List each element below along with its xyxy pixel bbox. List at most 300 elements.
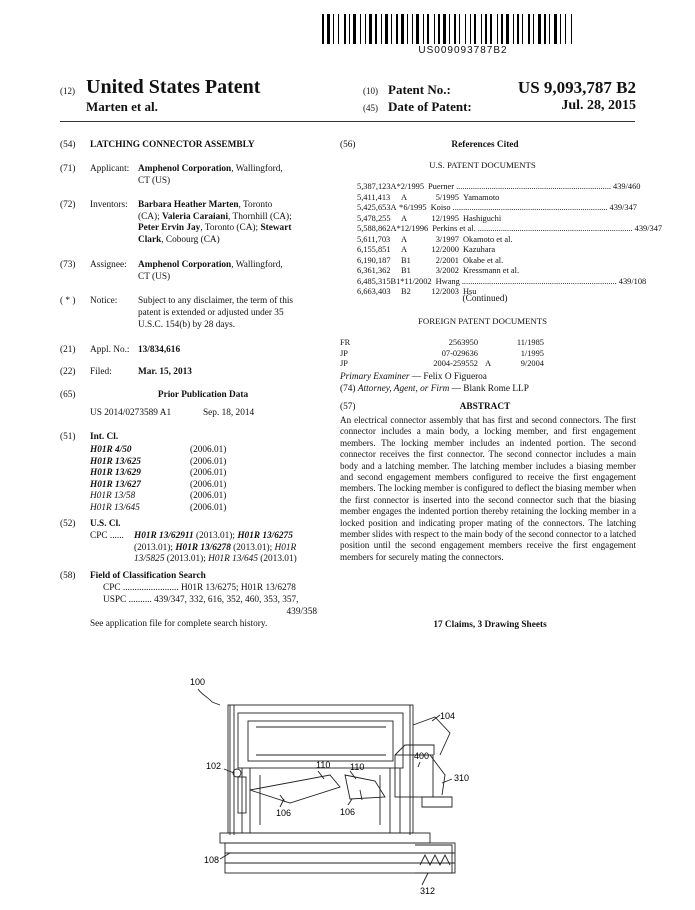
ref-number: 5,478,255 xyxy=(357,213,391,223)
reference-row xyxy=(357,224,663,235)
code-65: (65) xyxy=(60,390,76,400)
barcode-bar xyxy=(381,14,382,44)
fig-label-110-b: 110 xyxy=(350,762,365,772)
claims-summary: 17 Claims, 3 Drawing Sheets xyxy=(433,620,547,630)
barcode-bar xyxy=(347,14,348,44)
ref-name: Hsu xyxy=(463,287,477,296)
us-docs-heading: U.S. PATENT DOCUMENTS xyxy=(429,160,536,170)
patent-drawing xyxy=(190,675,480,895)
barcode-bar xyxy=(427,14,429,44)
code-74: (74) xyxy=(340,384,356,394)
barcode-bar xyxy=(554,14,557,44)
barcode-bar xyxy=(457,14,458,44)
ref-date: 6/1995 xyxy=(403,203,427,212)
barcode-bar xyxy=(551,14,553,44)
barcode-bar xyxy=(365,14,366,44)
code-57: (57) xyxy=(340,402,356,412)
ref-name xyxy=(432,224,634,235)
barcode-bar xyxy=(542,14,543,44)
fig-label-104: 104 xyxy=(440,711,456,721)
ref-name: Hashiguchi xyxy=(463,213,502,223)
barcode-bar xyxy=(558,14,559,44)
barcode-bar xyxy=(459,14,460,44)
patent-number: US 9,093,787 B2 xyxy=(517,78,636,97)
barcode-bar xyxy=(401,14,404,44)
foreign-number: 2004-259552 xyxy=(433,359,478,368)
ref-name xyxy=(428,182,613,193)
ref-dot-leader: .......................................................................... xyxy=(456,182,611,191)
barcode-bar xyxy=(517,14,519,44)
int-cl-code: H01R 4/50 xyxy=(90,445,132,455)
int-cl-row xyxy=(90,503,260,515)
barcode-bar xyxy=(477,14,480,44)
barcode-bar xyxy=(474,14,476,44)
ref-name-text: Hwang xyxy=(435,276,460,286)
foreign-number: 2563950 xyxy=(448,338,478,347)
barcode-bar xyxy=(472,14,473,44)
foreign-kind: A xyxy=(484,359,492,368)
assignee-label: Assignee: xyxy=(90,260,127,270)
barcode-bar xyxy=(531,14,532,44)
barcode-bar xyxy=(407,14,408,44)
ref-number: 5,425,653 xyxy=(357,203,391,212)
ref-number: 5,611,703 xyxy=(357,234,391,244)
barcode-bar xyxy=(533,14,534,44)
applicant-location-2: CT (US) xyxy=(138,176,171,186)
notice-label: Notice: xyxy=(90,296,118,306)
ref-number: 6,190,187 xyxy=(357,255,391,265)
code-73: (73) xyxy=(60,260,76,270)
appl-no: 13/834,616 xyxy=(138,345,181,355)
barcode-bar xyxy=(504,14,505,44)
cpc-2c: (2013.01); xyxy=(230,542,275,553)
int-cl-year: (2006.01) xyxy=(190,468,227,479)
patent-authors: Marten et al. xyxy=(86,99,158,114)
reference-row xyxy=(357,276,647,288)
barcode-bar xyxy=(367,14,368,44)
ref-dot-leader: .......................................................................... xyxy=(477,224,633,233)
code-52: (52) xyxy=(60,519,76,529)
ref-name: Okamoto et al. xyxy=(463,234,513,244)
cpc-3d: (2013.01) xyxy=(257,554,297,565)
abstract-title: ABSTRACT xyxy=(459,402,511,412)
barcode-bar xyxy=(409,14,411,44)
ref-number: 6,361,362 xyxy=(357,266,391,275)
inventor-4-first: Stewart xyxy=(260,223,292,234)
us-cl-label: U.S. Cl. xyxy=(90,519,121,529)
cpc-classes xyxy=(134,531,320,566)
barcode-bar xyxy=(375,14,377,44)
foreign-list xyxy=(340,338,620,370)
barcode-bar xyxy=(385,14,388,44)
barcode-bar xyxy=(515,14,516,44)
ref-kind: A xyxy=(401,234,408,244)
ref-star xyxy=(417,266,425,277)
barcode-bar xyxy=(344,14,346,44)
inventors-label: Inventors: xyxy=(90,200,128,210)
ref-class: 439/347 xyxy=(634,224,663,233)
filed-date: Mar. 15, 2013 xyxy=(138,367,192,377)
inventor-3-loc: , Toronto (CA); xyxy=(200,223,261,234)
barcode-bar xyxy=(490,14,492,44)
ref-kind: A xyxy=(401,213,408,223)
int-cl-row xyxy=(90,457,260,469)
int-cl-code: H01R 13/625 xyxy=(90,456,141,467)
ref-number: 6,155,851 xyxy=(357,245,391,254)
code-notice: ( * ) xyxy=(60,296,76,306)
barcode-bar xyxy=(423,14,424,44)
ref-number: 5,387,123 xyxy=(357,182,391,191)
barcode-bar xyxy=(506,14,509,44)
barcode-bar xyxy=(416,14,419,44)
inventors-block xyxy=(138,200,316,246)
int-cl-row xyxy=(90,445,260,457)
prior-pub-number: US 2014/0273589 A1 xyxy=(90,408,172,418)
barcode-bar xyxy=(378,14,380,44)
ref-star xyxy=(417,245,425,256)
ref-kind: B1 xyxy=(401,266,411,275)
foreign-reference-row xyxy=(340,349,620,360)
int-cl-code: H01R 13/645 xyxy=(90,502,140,513)
fig-label-400: 400 xyxy=(414,751,430,761)
barcode-bar xyxy=(488,14,489,44)
inventor-4-last: Clark xyxy=(138,234,162,245)
inventor-2-pre: (CA); xyxy=(138,211,163,222)
appl-no-label: Appl. No.: xyxy=(90,345,130,355)
ref-kind: A xyxy=(401,245,408,254)
inventor-2: Valeria Caraiani xyxy=(162,211,229,222)
int-cl-year: (2006.01) xyxy=(190,445,227,455)
foreign-country: JP xyxy=(340,359,348,368)
ref-name-text: Koiso xyxy=(430,203,451,212)
fig-label-100: 100 xyxy=(190,677,206,687)
barcode-bar xyxy=(357,14,359,44)
cpc-1b: (2013.01); xyxy=(193,531,238,541)
barcode-bar xyxy=(571,14,572,44)
int-cl-code: H01R 13/629 xyxy=(90,468,141,479)
code-56: (56) xyxy=(340,140,356,150)
ref-star xyxy=(417,256,425,267)
int-cl-row xyxy=(90,468,260,480)
barcode-bar xyxy=(360,14,361,44)
ref-date: 12/1995 xyxy=(431,213,459,223)
inventor-1-loc: , Toronto xyxy=(238,200,273,210)
code-22: (22) xyxy=(60,367,76,377)
ref-kind: B1 xyxy=(401,255,411,265)
cpc-1a: H01R 13/62911 xyxy=(134,531,194,541)
reference-row xyxy=(357,245,637,256)
ref-star: * xyxy=(399,203,404,212)
ref-name: Kressmann et al. xyxy=(463,266,520,275)
barcode-bar xyxy=(560,14,561,44)
barcode-bar xyxy=(522,14,523,44)
barcode-bar xyxy=(499,14,500,44)
fig-label-110-a: 110 xyxy=(316,760,331,770)
references-title: References Cited xyxy=(451,140,519,150)
fig-label-102: 102 xyxy=(206,761,222,771)
patent-type-title: United States Patent xyxy=(86,76,261,98)
foreign-number: 07-029636 xyxy=(441,348,478,358)
cpc-3b: (2013.01); xyxy=(164,554,209,565)
ref-date: 12/2003 xyxy=(431,287,459,296)
barcode-bar xyxy=(396,14,398,44)
field-uspc-2: 439/358 xyxy=(286,607,317,617)
notice-line-1: Subject to any disclaimer, the term of this xyxy=(138,296,294,306)
foreign-kind xyxy=(478,349,498,360)
foreign-reference-row xyxy=(340,338,620,349)
ref-dot-leader: .......................................................................... xyxy=(461,276,617,286)
ref-class: 439/347 xyxy=(609,203,637,212)
fig-label-106-b: 106 xyxy=(340,807,356,817)
reference-row xyxy=(357,193,637,204)
barcode-bar xyxy=(451,14,453,44)
ref-name: Kazuhara xyxy=(463,245,496,254)
barcode-number: US009093787B2 xyxy=(418,45,508,56)
ref-class: 439/460 xyxy=(613,182,641,191)
barcode-bar xyxy=(573,14,575,44)
field-cpc: CPC ........................ H01R 13/6275; H01R 13/6278 xyxy=(103,583,296,593)
lower-housing xyxy=(225,843,455,873)
applicant-name: Amphenol Corporation xyxy=(138,164,232,174)
ref-date: 12/1996 xyxy=(400,224,429,233)
barcode-bar xyxy=(373,14,374,44)
cpc-label: CPC ...... xyxy=(90,531,124,541)
barcode-bar xyxy=(436,14,437,44)
barcode-bar xyxy=(567,14,570,44)
examiner-name: — Felix O Figueroa xyxy=(409,372,487,382)
applicant xyxy=(138,164,283,176)
barcode xyxy=(322,14,604,44)
barcode-bar xyxy=(425,14,426,44)
int-cl-list xyxy=(90,445,260,515)
assignee-location-2: CT (US) xyxy=(138,272,171,282)
barcode-bar xyxy=(470,14,471,44)
barcode-bar xyxy=(467,14,469,44)
barcode-bar xyxy=(362,14,364,44)
code-71: (71) xyxy=(60,164,76,174)
ref-kind: A xyxy=(390,203,397,212)
barcode-bar xyxy=(338,14,339,44)
ref-star: * xyxy=(400,276,405,286)
int-cl-row xyxy=(90,491,260,503)
foreign-date: 11/1985 xyxy=(516,338,544,347)
barcode-bar xyxy=(327,14,330,44)
see-application: See application file for complete search history. xyxy=(90,619,268,629)
ref-name xyxy=(431,203,610,214)
field-search-label: Field of Classification Search xyxy=(90,571,206,581)
barcode-bar xyxy=(510,14,512,44)
date-of-patent: Jul. 28, 2015 xyxy=(561,98,636,113)
foreign-country: FR xyxy=(340,338,351,347)
examiner-label: Primary Examiner xyxy=(340,372,410,382)
date-of-patent-label: Date of Patent: xyxy=(388,99,472,114)
assignee xyxy=(138,260,283,272)
inventor-3: Peter Ervin Jay xyxy=(138,223,201,234)
barcode-bar xyxy=(414,14,415,44)
abstract-text: An electrical connector assembly that has first and second connectors. The first connector includes a main body, a locking member, and first engagement members. The locking member includes an indented portion. The second connector receives the first connector. The second connector includes a main body and a latching member. The latching member includes a biasing member and second engagement members configured to receive the first engagement members. The locking member is configured to deflect the biasing member when the first connector is inserted into the second connector such that the biasing member engages the indented portion thereby retaining the locking member in a locked position and indicating proper mating of the connectors. The latching member slides with respect to the main body of the second connector to a latched position until the second engagement members receive the first engagement members for securely mating the connectors. xyxy=(340,415,636,562)
barcode-bar xyxy=(538,14,541,44)
code-72: (72) xyxy=(60,200,76,210)
barcode-bar xyxy=(420,14,422,44)
ref-star xyxy=(417,235,425,246)
barcode-bar xyxy=(544,14,546,44)
barcode-bar xyxy=(434,14,435,44)
fig-label-310: 310 xyxy=(454,773,470,783)
barcode-bar xyxy=(483,14,484,44)
ref-star xyxy=(417,214,425,225)
reference-row xyxy=(357,214,637,225)
cpc-1c: H01R 13/6275 xyxy=(237,531,293,541)
barcode-bar xyxy=(481,14,482,44)
barcode-bar xyxy=(383,14,384,44)
barcode-bar xyxy=(430,14,433,44)
inventor-1: Barbara Heather Marten xyxy=(138,200,239,210)
ref-name-text: Puerner xyxy=(428,182,455,191)
barcode-bar xyxy=(520,14,521,44)
ref-dot-leader: .......................................................................... xyxy=(452,203,608,212)
code-21: (21) xyxy=(60,345,76,355)
inventor-2-loc: , Thornhill (CA); xyxy=(228,211,292,222)
barcode-bar xyxy=(438,14,440,44)
ref-kind: A xyxy=(390,182,397,191)
ref-star: * xyxy=(396,224,401,233)
notice-line-2: patent is extended or adjusted under 35 xyxy=(138,308,284,318)
reference-row xyxy=(357,266,637,277)
ref-star: * xyxy=(396,182,401,191)
header-separator xyxy=(60,121,635,122)
prior-pub-date: Sep. 18, 2014 xyxy=(203,408,255,418)
ref-kind: B1 xyxy=(390,276,401,286)
ref-kind: A xyxy=(401,192,408,202)
cpc-3c: H01R 13/645 xyxy=(208,554,258,565)
barcode-bar xyxy=(524,14,527,44)
ref-name-text: Perkins et al. xyxy=(432,224,476,233)
references-list xyxy=(357,182,663,298)
code-12: (12) xyxy=(60,86,75,96)
barcode-bar xyxy=(333,14,334,44)
foreign-date: 1/1995 xyxy=(520,348,544,358)
barcode-bar xyxy=(565,14,566,44)
ref-number: 6,663,403 xyxy=(357,287,391,296)
ref-date: 12/2000 xyxy=(431,245,459,254)
reference-row xyxy=(357,235,637,246)
applicant-location: , Wallingford, xyxy=(231,164,283,174)
ref-name xyxy=(436,277,619,288)
barcode-bar xyxy=(351,14,352,44)
barcode-bar xyxy=(322,14,324,44)
applicant-label: Applicant: xyxy=(90,164,130,174)
notice-line-3: U.S.C. 154(b) by 28 days. xyxy=(138,320,236,330)
invention-title: LATCHING CONNECTOR ASSEMBLY xyxy=(90,140,255,150)
barcode-bar xyxy=(441,14,442,44)
cpc-2b: H01R 13/6278 xyxy=(175,542,231,553)
barcode-bar xyxy=(349,14,350,44)
continued-label: (Continued) xyxy=(462,294,508,304)
filed-label: Filed: xyxy=(90,367,112,377)
barcode-bar xyxy=(465,14,466,44)
attorney xyxy=(340,384,529,396)
attorney-label: Attorney, Agent, or Firm xyxy=(357,384,450,394)
code-10: (10) xyxy=(363,86,378,96)
barcode-bar xyxy=(369,14,372,44)
barcode-bar xyxy=(549,14,550,44)
code-58: (58) xyxy=(60,571,76,581)
barcode-bar xyxy=(405,14,406,44)
ref-class: 439/108 xyxy=(618,276,647,286)
barcode-bar xyxy=(513,14,514,44)
int-cl-code: H01R 13/58 xyxy=(90,491,136,502)
int-cl-year: (2006.01) xyxy=(190,491,227,502)
fig-label-106-a: 106 xyxy=(276,808,292,818)
barcode-bar xyxy=(412,14,413,44)
barcode-bar xyxy=(562,14,564,44)
barcode-bar xyxy=(443,14,446,44)
ref-date: 3/1997 xyxy=(435,234,459,244)
patent-no-label: Patent No.: xyxy=(388,82,451,97)
ref-date: 5/1995 xyxy=(435,192,459,202)
int-cl-year: (2006.01) xyxy=(190,479,227,490)
ref-star xyxy=(417,193,425,204)
barcode-bar xyxy=(335,14,337,44)
foreign-date: 9/2004 xyxy=(520,359,544,368)
barcode-bar xyxy=(454,14,456,44)
barcode-bar xyxy=(389,14,390,44)
barcode-bar xyxy=(528,14,530,44)
cpc-2a: (2013.01); xyxy=(134,542,176,553)
ref-name: Yamamoto xyxy=(463,192,500,202)
foreign-kind xyxy=(478,338,498,349)
cpc-3a: 13/5825 xyxy=(134,554,165,565)
barcode-bar xyxy=(449,14,450,44)
attorney-name: — Blank Rome LLP xyxy=(449,384,529,394)
barcode-bar xyxy=(391,14,392,44)
barcode-bar xyxy=(501,14,503,44)
barcode-bar xyxy=(447,14,448,44)
barcode-bar xyxy=(547,14,548,44)
ref-number: 6,485,315 xyxy=(357,276,391,286)
ref-name: Okabe et al. xyxy=(463,255,504,265)
barcode-bar xyxy=(340,14,343,44)
code-54: (54) xyxy=(60,140,76,150)
inventor-4-loc: , Cobourg (CA) xyxy=(161,234,220,245)
barcode-bar xyxy=(493,14,496,44)
barcode-bar xyxy=(353,14,356,44)
int-cl-year: (2006.01) xyxy=(190,502,227,513)
reference-row xyxy=(357,203,637,214)
reference-row xyxy=(357,256,637,267)
cpc-2d: H01R xyxy=(274,542,297,553)
foreign-reference-row xyxy=(340,359,620,370)
ref-number: 5,411,413 xyxy=(357,192,391,202)
int-cl-row xyxy=(90,480,260,492)
barcode-bar xyxy=(325,14,326,44)
barcode-bar xyxy=(331,14,332,44)
ref-date: 11/2002 xyxy=(404,276,432,286)
fig-label-312: 312 xyxy=(420,886,436,896)
fig-label-108: 108 xyxy=(204,855,220,865)
int-cl-code: H01R 13/627 xyxy=(90,479,141,490)
reference-row xyxy=(357,182,641,193)
assignee-location: , Wallingford, xyxy=(231,260,283,270)
code-51: (51) xyxy=(60,432,76,442)
ref-date: 2/2001 xyxy=(435,255,459,265)
foreign-country: JP xyxy=(340,348,348,358)
int-cl-label: Int. Cl. xyxy=(90,432,119,442)
ref-date: 3/2002 xyxy=(435,266,459,275)
assignee-name: Amphenol Corporation xyxy=(138,260,232,270)
barcode-bar xyxy=(393,14,395,44)
foreign-docs-heading: FOREIGN PATENT DOCUMENTS xyxy=(417,316,548,326)
